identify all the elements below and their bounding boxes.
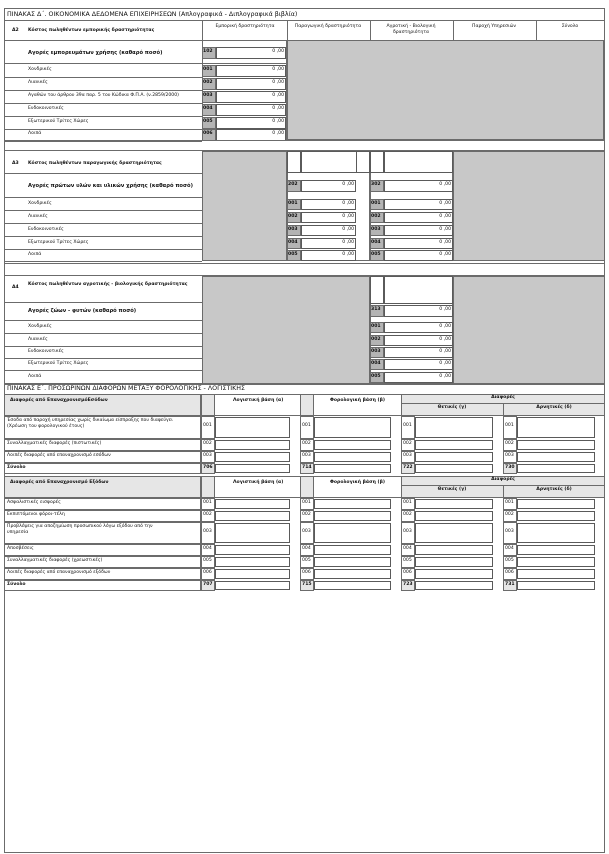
income-row-field[interactable] bbox=[314, 452, 391, 462]
income-row-field[interactable] bbox=[517, 452, 595, 462]
expense-col-tax: Φορολογική βάση (β) bbox=[330, 480, 385, 485]
income-row-label: Συναλλαγματικές διαφορές (πιστωτικές) bbox=[7, 441, 102, 446]
expense-total-code: 723 bbox=[403, 582, 413, 587]
d4-right-shaded bbox=[453, 276, 605, 384]
expense-row-code: 003 bbox=[203, 529, 212, 534]
income-header: Διαφορές από ΕπαναχρονισμόΕσόδων bbox=[10, 398, 108, 403]
d3-row-label: Ενδοκοινοτικές bbox=[28, 227, 64, 232]
income-row-code: 003 bbox=[302, 453, 311, 458]
rule bbox=[453, 20, 454, 40]
d4-row-value: 0 ,00 bbox=[439, 374, 451, 379]
d2-main-code: 102 bbox=[203, 49, 213, 54]
rule bbox=[4, 302, 202, 303]
d2-row-code: 002 bbox=[203, 80, 213, 85]
d3-trade-shaded bbox=[202, 151, 287, 261]
column-header: Εμπορική δραστηριότητα bbox=[215, 24, 275, 29]
d2-row-label: Λιανικές bbox=[28, 80, 48, 85]
d2-header: Κόστος πωληθέντων εμπορικής δραστηριότητας bbox=[28, 28, 155, 33]
rule bbox=[4, 77, 202, 78]
d3-row-value-a: 0 ,00 bbox=[342, 240, 354, 245]
expense-row-field[interactable] bbox=[215, 511, 290, 521]
expense-row-code: 006 bbox=[403, 570, 412, 575]
d3-code: Δ3 bbox=[12, 161, 19, 166]
income-total-label: Σύνολο bbox=[7, 465, 26, 470]
rule bbox=[4, 129, 202, 130]
rule bbox=[4, 263, 605, 264]
expense-row-field[interactable] bbox=[314, 499, 391, 509]
d3-header: Κόστος πωληθέντων παραγωγικής δραστηριότητας bbox=[28, 161, 162, 166]
income-col-diff: Διαφορές bbox=[491, 395, 515, 400]
income-total-field[interactable] bbox=[314, 464, 391, 473]
d4-row-code: 002 bbox=[371, 337, 381, 342]
d3-row-code-a: 002 bbox=[288, 214, 298, 219]
d2-row-code: 004 bbox=[203, 106, 213, 111]
d3-main-value-b: 0 ,00 bbox=[439, 182, 451, 187]
income-row-field[interactable] bbox=[314, 417, 391, 438]
income-row-field[interactable] bbox=[314, 440, 391, 450]
d2-code: Δ2 bbox=[12, 28, 19, 33]
d4-row-code: 005 bbox=[371, 374, 381, 379]
expense-row-code: 001 bbox=[203, 500, 212, 505]
rule bbox=[4, 116, 202, 117]
d3-row-value-b: 0 ,00 bbox=[439, 227, 451, 232]
income-row-code: 002 bbox=[505, 441, 514, 446]
income-row-code: 001 bbox=[203, 423, 212, 428]
expense-row-code: 005 bbox=[403, 558, 412, 563]
income-row-label: Λοιπές διαφορές από επαναχρονισμό εσόδων bbox=[7, 453, 111, 458]
rule bbox=[4, 236, 202, 237]
expense-col-positive: Θετικές (γ) bbox=[437, 487, 467, 492]
income-row-field[interactable] bbox=[415, 452, 493, 462]
table-d-title: ΠΙΝΑΚΑΣ Δ΄. ΟΙΚΟΝΟΜΙΚΑ ΔΕΔΟΜΕΝΑ ΕΠΙΧΕΙΡΗΣΕΩΝ (Απλογραφικά - Διπλογραφικά βιβλία) bbox=[7, 11, 298, 18]
d3-row-value-b: 0 ,00 bbox=[439, 252, 451, 257]
expense-row-label: Συναλλαγματικές διαφορές (χρεωστικές) bbox=[7, 558, 103, 563]
d3-row-value-b: 0 ,00 bbox=[439, 240, 451, 245]
expense-row-field[interactable] bbox=[415, 511, 493, 521]
expense-row-field[interactable] bbox=[215, 523, 290, 543]
income-col-tax: Φορολογική βάση (β) bbox=[330, 398, 385, 403]
d4-row-value: 0 ,00 bbox=[439, 349, 451, 354]
income-row-code: 003 bbox=[203, 453, 212, 458]
d3-row-code-a: 005 bbox=[288, 252, 298, 257]
column-header: Παραγωγική δραστηριότητα bbox=[294, 24, 362, 29]
expense-row-code: 005 bbox=[302, 558, 311, 563]
d3-right-shaded bbox=[453, 151, 605, 261]
expense-row-field[interactable] bbox=[517, 569, 595, 579]
income-total-code: 706 bbox=[203, 465, 213, 470]
expense-row-label: Λοιπές διαφορές από επαναχρονισμό εξόδων bbox=[7, 570, 111, 575]
expense-row-code: 004 bbox=[403, 546, 412, 551]
income-col-accounting: Λογιστική βάση (α) bbox=[233, 398, 284, 403]
expense-row-code: 006 bbox=[203, 570, 212, 575]
d4-code: Δ4 bbox=[12, 285, 19, 290]
column-header: Σύνολο bbox=[561, 24, 579, 29]
d3-row-value-b: 0 ,00 bbox=[439, 214, 451, 219]
expense-row-field[interactable] bbox=[314, 545, 391, 555]
expense-total-code: 731 bbox=[505, 582, 515, 587]
expense-row-field[interactable] bbox=[415, 545, 493, 555]
rule bbox=[4, 90, 202, 91]
column-header: Παροχή Υπηρεσιών bbox=[472, 24, 516, 29]
rule bbox=[4, 103, 202, 104]
expense-row-field[interactable] bbox=[517, 523, 595, 543]
income-col-negative: Αρνητικές (δ) bbox=[536, 405, 572, 410]
expense-total-field[interactable] bbox=[517, 581, 595, 590]
expense-row-code: 004 bbox=[203, 546, 212, 551]
d2-row-code: 006 bbox=[203, 131, 213, 136]
expense-row-field[interactable] bbox=[314, 511, 391, 521]
d4-main-value: 0 ,00 bbox=[439, 307, 451, 312]
d4-row-code: 003 bbox=[371, 349, 381, 354]
d2-main-value: 0 ,00 bbox=[272, 49, 284, 54]
d3-main-code-b: 302 bbox=[371, 182, 381, 187]
expense-row-label: Εκπιπτόμενοι φόροι-τέλη bbox=[7, 512, 65, 517]
expense-row-field[interactable] bbox=[314, 557, 391, 567]
d3-row-label: Χονδρικές bbox=[28, 201, 52, 206]
income-row-code: 002 bbox=[203, 441, 212, 446]
d4-main-label: Αγορές ζώων - φυτών (καθαρό ποσό) bbox=[28, 308, 137, 314]
rule bbox=[4, 358, 202, 359]
expense-row-sublabel: υπηρεσία bbox=[7, 530, 29, 535]
d4-row-code: 004 bbox=[371, 361, 381, 366]
income-row-code: 002 bbox=[403, 441, 412, 446]
d3-top-field-b[interactable] bbox=[384, 151, 453, 173]
expense-row-field[interactable] bbox=[517, 499, 595, 509]
d2-row-label: Εξωτερικού Τρίτες Χώρες bbox=[28, 119, 89, 124]
rule bbox=[287, 20, 288, 40]
d2-row-value: 0 ,00 bbox=[272, 80, 284, 85]
expense-h-code-b bbox=[300, 476, 314, 498]
expense-row-field[interactable] bbox=[415, 557, 493, 567]
expense-row-field[interactable] bbox=[517, 557, 595, 567]
income-total-field[interactable] bbox=[517, 464, 595, 473]
d4-row-label: Λιανικές bbox=[28, 337, 48, 342]
d3-row-value-a: 0 ,00 bbox=[342, 201, 354, 206]
d3-row-label: Εξωτερικού Τρίτες Χώρες bbox=[28, 240, 89, 245]
d3-row-value-b: 0 ,00 bbox=[439, 201, 451, 206]
d3-main-value-a: 0 ,00 bbox=[342, 182, 354, 187]
rule bbox=[4, 223, 202, 224]
d3-row-code-b: 002 bbox=[371, 214, 381, 219]
d2-row-label: Λοιπά bbox=[28, 131, 42, 136]
d2-row-value: 0 ,00 bbox=[272, 131, 284, 136]
expense-col-negative: Αρνητικές (δ) bbox=[536, 487, 572, 492]
d4-top-code-box[interactable] bbox=[370, 276, 384, 304]
d2-row-code: 005 bbox=[203, 119, 213, 124]
expense-total-label-cell bbox=[4, 580, 201, 591]
expense-row-label: Προβλέψεις για αποζημίωση προσωπικού λόγω εξόδου από την bbox=[7, 524, 153, 529]
expense-total-field[interactable] bbox=[314, 581, 391, 590]
d3-row-value-a: 0 ,00 bbox=[342, 252, 354, 257]
income-row-code: 003 bbox=[403, 453, 412, 458]
column-header: Αγροτική - Βιολογική δραστηριότητα bbox=[386, 24, 436, 36]
expense-row-field[interactable] bbox=[415, 523, 493, 543]
rule bbox=[4, 141, 202, 142]
rule bbox=[4, 320, 202, 321]
income-h-code-b bbox=[300, 394, 314, 416]
d4-row-code: 001 bbox=[371, 324, 381, 329]
rule bbox=[202, 20, 203, 40]
income-row-code: 002 bbox=[302, 441, 311, 446]
d3-top-code-box-a[interactable] bbox=[287, 151, 301, 173]
d2-row-label: Ενδοκοινοτικές bbox=[28, 106, 64, 111]
income-row-field[interactable] bbox=[215, 417, 290, 438]
d2-row-label: Αγαθών του άρθρου 39α παρ. 5 του Κώδικα Φ.Π.Α. (ν.2859/2000) bbox=[28, 93, 179, 98]
income-row-field[interactable] bbox=[215, 440, 290, 450]
d3-row-value-a: 0 ,00 bbox=[342, 214, 354, 219]
d3-top-code-box-b[interactable] bbox=[370, 151, 384, 173]
expense-row-code: 004 bbox=[302, 546, 311, 551]
expense-row-label: Αποσβέσεις bbox=[7, 546, 34, 551]
expense-col-diff: Διαφορές bbox=[491, 477, 515, 482]
expense-row-code: 005 bbox=[505, 558, 514, 563]
expense-row-field[interactable] bbox=[415, 569, 493, 579]
table-e-title: ΠΙΝΑΚΑΣ Ε΄. ΠΡΟΣΩΡΙΝΩΝ ΔΙΑΦΟΡΩΝ ΜΕΤΑΞΥ ΦΟΡΟΛΟΓΙΚΗΣ - ΛΟΓΙΣΤΙΚΗΣ bbox=[7, 385, 245, 392]
income-row-sublabel: (Χρέωση του φορολογικού έτους) bbox=[7, 424, 85, 429]
expense-row-field[interactable] bbox=[215, 545, 290, 555]
expense-row-label: Ασφαλιστικές εισφορές bbox=[7, 500, 61, 505]
income-row-label: Έσοδα από παροχή υπηρεσίας χωρίς δικαίωμα είσπραξης που διαφεύγει bbox=[7, 418, 173, 423]
expense-row-code: 004 bbox=[505, 546, 514, 551]
expense-row-field[interactable] bbox=[314, 569, 391, 579]
income-row-field[interactable] bbox=[517, 417, 595, 438]
income-total-code: 714 bbox=[302, 465, 312, 470]
expense-row-code: 003 bbox=[403, 529, 412, 534]
income-total-code: 730 bbox=[505, 465, 515, 470]
expense-row-code: 001 bbox=[403, 500, 412, 505]
expense-row-field[interactable] bbox=[415, 499, 493, 509]
expense-row-field[interactable] bbox=[314, 523, 391, 543]
expense-row-field[interactable] bbox=[215, 569, 290, 579]
d2-row-code: 001 bbox=[203, 67, 213, 72]
d2-row-value: 0 ,00 bbox=[272, 93, 284, 98]
d2-shaded-area bbox=[287, 40, 604, 140]
d3-row-code-a: 003 bbox=[288, 227, 298, 232]
d3-row-code-a: 001 bbox=[288, 201, 298, 206]
income-total-field[interactable] bbox=[215, 464, 290, 473]
expense-total-field[interactable] bbox=[215, 581, 290, 590]
rule bbox=[4, 173, 202, 174]
expense-total-label: Σύνολο bbox=[7, 582, 26, 587]
expense-row-field[interactable] bbox=[517, 511, 595, 521]
rule bbox=[536, 20, 537, 40]
income-row-field[interactable] bbox=[415, 440, 493, 450]
expense-row-field[interactable] bbox=[215, 499, 290, 509]
expense-h-code-a bbox=[201, 476, 215, 498]
d2-main-label: Αγορές εμπορευμάτων χρήσης (καθαρό ποσό) bbox=[28, 50, 163, 56]
rule bbox=[4, 249, 202, 250]
d3-row-code-b: 003 bbox=[371, 227, 381, 232]
income-row-field[interactable] bbox=[415, 417, 493, 438]
expense-row-code: 002 bbox=[203, 512, 212, 517]
d4-row-label: Ενδοκοινοτικές bbox=[28, 349, 64, 354]
income-row-field[interactable] bbox=[517, 440, 595, 450]
expense-row-code: 003 bbox=[302, 529, 311, 534]
expense-row-code: 002 bbox=[403, 512, 412, 517]
rule bbox=[4, 333, 202, 334]
d4-top-field[interactable] bbox=[384, 276, 453, 304]
income-row-code: 003 bbox=[505, 453, 514, 458]
d4-row-value: 0 ,00 bbox=[439, 361, 451, 366]
expense-row-field[interactable] bbox=[517, 545, 595, 555]
rule bbox=[4, 140, 605, 141]
d3-row-value-a: 0 ,00 bbox=[342, 227, 354, 232]
d2-row-value: 0 ,00 bbox=[272, 67, 284, 72]
income-row-code: 001 bbox=[302, 423, 311, 428]
d3-row-code-a: 004 bbox=[288, 240, 298, 245]
d4-header: Κόστος πωληθέντων αγροτικής - βιολογικής δραστηριότητας bbox=[28, 282, 188, 287]
expense-row-code: 003 bbox=[505, 529, 514, 534]
income-row-code: 001 bbox=[505, 423, 514, 428]
income-h-code-a bbox=[201, 394, 215, 416]
d2-row-code: 003 bbox=[203, 93, 213, 98]
d4-left-shaded bbox=[202, 276, 370, 384]
expense-row-code: 005 bbox=[203, 558, 212, 563]
expense-total-field[interactable] bbox=[415, 581, 493, 590]
d4-row-label: Λοιπά bbox=[28, 374, 42, 379]
income-row-code: 001 bbox=[403, 423, 412, 428]
expense-row-field[interactable] bbox=[215, 557, 290, 567]
d4-main-code: 313 bbox=[371, 307, 381, 312]
income-col-positive: Θετικές (γ) bbox=[437, 405, 467, 410]
d3-row-code-b: 004 bbox=[371, 240, 381, 245]
d3-row-code-b: 005 bbox=[371, 252, 381, 257]
expense-row-code: 001 bbox=[505, 500, 514, 505]
d2-row-value: 0 ,00 bbox=[272, 106, 284, 111]
expense-row-code: 002 bbox=[505, 512, 514, 517]
income-total-field[interactable] bbox=[415, 464, 493, 473]
d4-row-label: Χονδρικές bbox=[28, 324, 52, 329]
expense-row-code: 006 bbox=[302, 570, 311, 575]
income-total-code: 722 bbox=[403, 465, 413, 470]
d4-row-label: Εξωτερικού Τρίτες Χώρες bbox=[28, 361, 89, 366]
expense-row-code: 002 bbox=[302, 512, 311, 517]
rule bbox=[4, 370, 202, 371]
expense-total-code: 715 bbox=[302, 582, 312, 587]
rule bbox=[4, 261, 202, 262]
rule bbox=[4, 346, 202, 347]
d3-top-small-a[interactable] bbox=[356, 151, 370, 173]
rule bbox=[370, 20, 371, 40]
expense-row-code: 006 bbox=[505, 570, 514, 575]
d3-row-label: Λιανικές bbox=[28, 214, 48, 219]
rule bbox=[4, 63, 287, 64]
d3-row-code-b: 001 bbox=[371, 201, 381, 206]
rule bbox=[4, 210, 202, 211]
rule bbox=[4, 197, 202, 198]
d3-main-label: Αγορές πρώτων υλών και υλικών χρήσης (καθαρό ποσό) bbox=[28, 183, 193, 189]
expense-header: Διαφορές από Επαναχρονισμό Εξόδων bbox=[10, 480, 109, 485]
d2-row-value: 0 ,00 bbox=[272, 119, 284, 124]
expense-row-code: 001 bbox=[302, 500, 311, 505]
d3-row-label: Λοιπά bbox=[28, 252, 42, 257]
expense-total-code: 707 bbox=[203, 582, 213, 587]
d4-row-value: 0 ,00 bbox=[439, 337, 451, 342]
income-total-label-cell bbox=[4, 463, 201, 474]
d4-row-value: 0 ,00 bbox=[439, 324, 451, 329]
d2-row-label: Χονδρικές bbox=[28, 67, 52, 72]
title-rule bbox=[4, 20, 605, 21]
expense-col-accounting: Λογιστική βάση (α) bbox=[233, 480, 284, 485]
income-row-field[interactable] bbox=[215, 452, 290, 462]
d3-main-code-a: 202 bbox=[288, 182, 298, 187]
